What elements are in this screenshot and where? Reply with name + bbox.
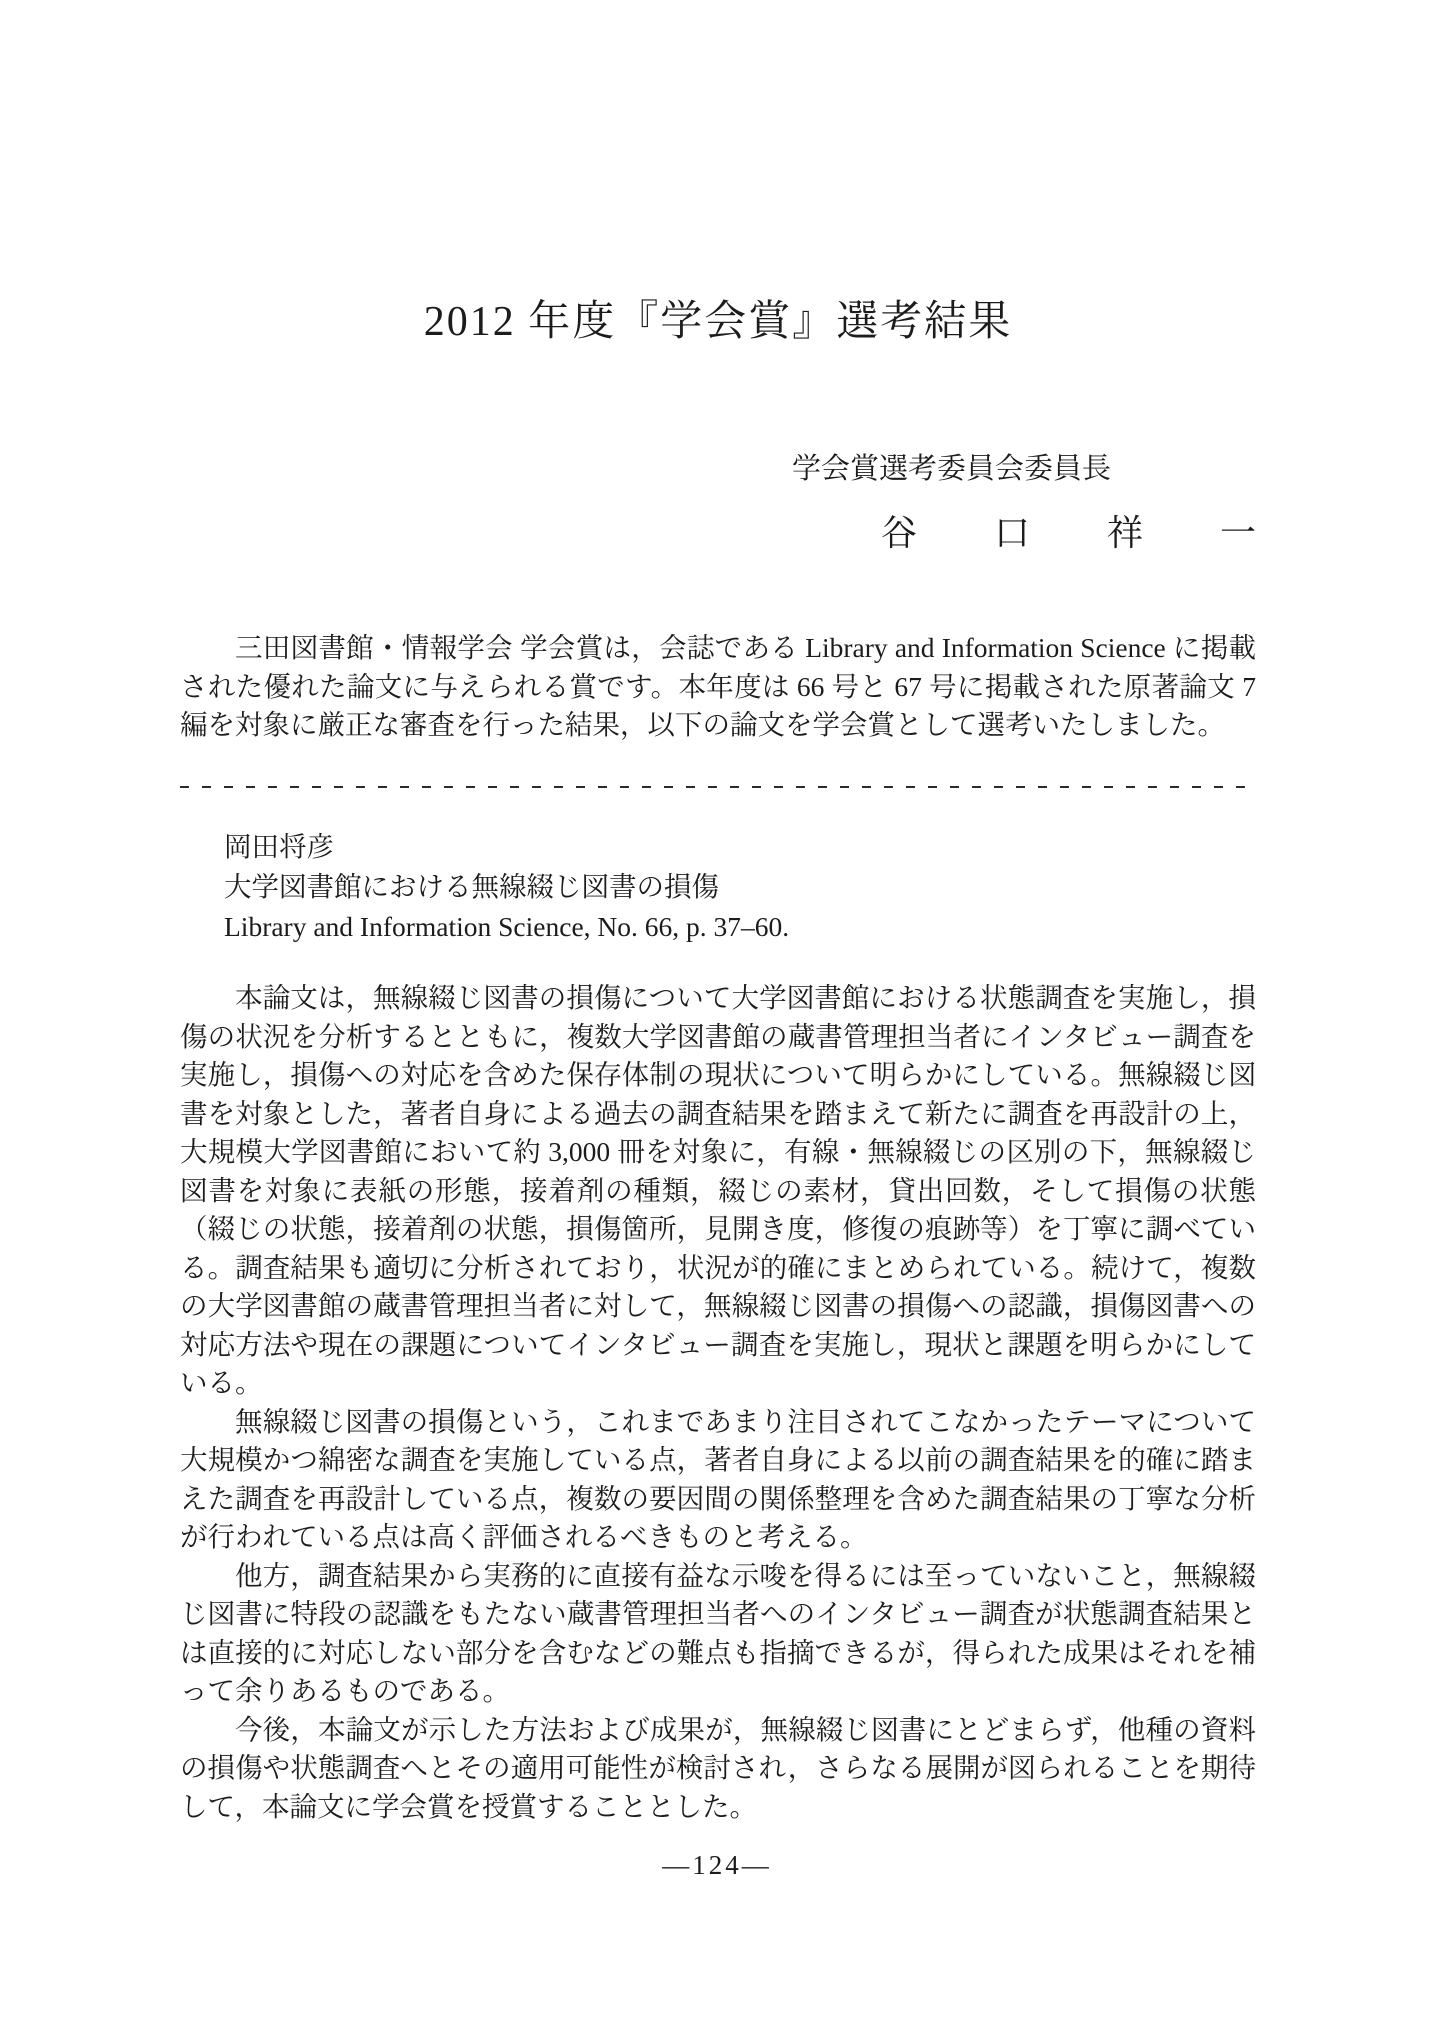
awarded-paper-author: 岡田将彦 xyxy=(224,831,334,862)
page-title: 2012 年度『学会賞』選考結果 xyxy=(423,299,1013,345)
page-number: ―124― xyxy=(662,1850,772,1880)
chair-name-char: 谷 xyxy=(880,513,917,553)
committee-role-label: 学会賞選考委員会委員長 xyxy=(791,453,1111,485)
review-paragraph: 無線綴じ図書の損傷という，これまであまり注目されてこなかったテーマについて大規模かつ綿密な調査を実施している点，著者自身による以前の調査結果を的確に踏まえた調査を再設計している点，複数の要因間の関係整理を含めた調査結果の丁寧な分析が行われている点は高く評価されるべきものと考える。 xyxy=(180,1405,1256,1552)
review-paragraph: 本論文は，無線綴じ図書の損傷について大学図書館における状態調査を実施し，損傷の状況を分析するとともに，複数大学図書館の蔵書管理担当者にインタビュー調査を実施し，損傷への対応を含めた保存体制の現状について明らかにしている。無線綴じ図書を対象とした，著者自身による過去の調査結果を踏まえて新たに調査を再設計の上，大規模大学図書館において約 3,000 冊を対象に，有線・無線綴じの区別の下，無線綴じ図書を対象に表紙の形態，接着剤の種類，綴じの素材，貸出回数，そして損傷の状態（綴じの状態，接着剤の状態，損傷箇所，見開き度，修復の痕跡等）を丁寧に調べている。調査結果も適切に分析されており，状況が的確にまとめられている。続けて，複数の大学図書館の蔵書管理担当者に対して，無線綴じ図書の損傷への認識，損傷図書への対応方法や現在の課題についてインタビュー調査を実施し，現状と課題を明らかにしている。 xyxy=(180,982,1256,1398)
committee-chair-name xyxy=(180,512,1256,555)
intro-paragraph: 三田図書館・情報学会 学会賞は，会誌である Library and Information Science に掲載された優れた論文に与えられる賞です。本年度は 66 号と 67 号に掲載された原著論文 7 編を対象に厳正な審査を行った結果，以下の論文を学会賞として選考いたしました。 xyxy=(180,632,1256,740)
chair-name-char: 口 xyxy=(993,513,1030,553)
review-paragraph: 今後，本論文が示した方法および成果が，無線綴じ図書にとどまらず，他種の資料の損傷や状態調査へとその適用可能性が検討され，さらなる展開が図られることを期待して，本論文に学会賞を授賞することとした。 xyxy=(180,1713,1256,1822)
chair-name-char: 一 xyxy=(1219,513,1256,553)
awarded-paper-title: 大学図書館における無線綴じ図書の損傷 xyxy=(224,871,719,902)
review-paragraph: 他方，調査結果から実務的に直接有益な示唆を得るには至っていないこと，無線綴じ図書に特段の認識をもたない蔵書管理担当者へのインタビュー調査が状態調査結果とは直接的に対応しない部分を含むなどの難点も指摘できるが，得られた成果はそれを補って余りあるものである。 xyxy=(180,1559,1256,1706)
awarded-paper-citation: Library and Information Science, No. 66, p. 37–60. xyxy=(224,911,790,942)
awarded-paper-block xyxy=(180,827,1256,947)
dashed-divider xyxy=(180,786,1256,788)
chair-name-char: 祥 xyxy=(1106,513,1143,553)
review-body xyxy=(180,979,1256,1826)
